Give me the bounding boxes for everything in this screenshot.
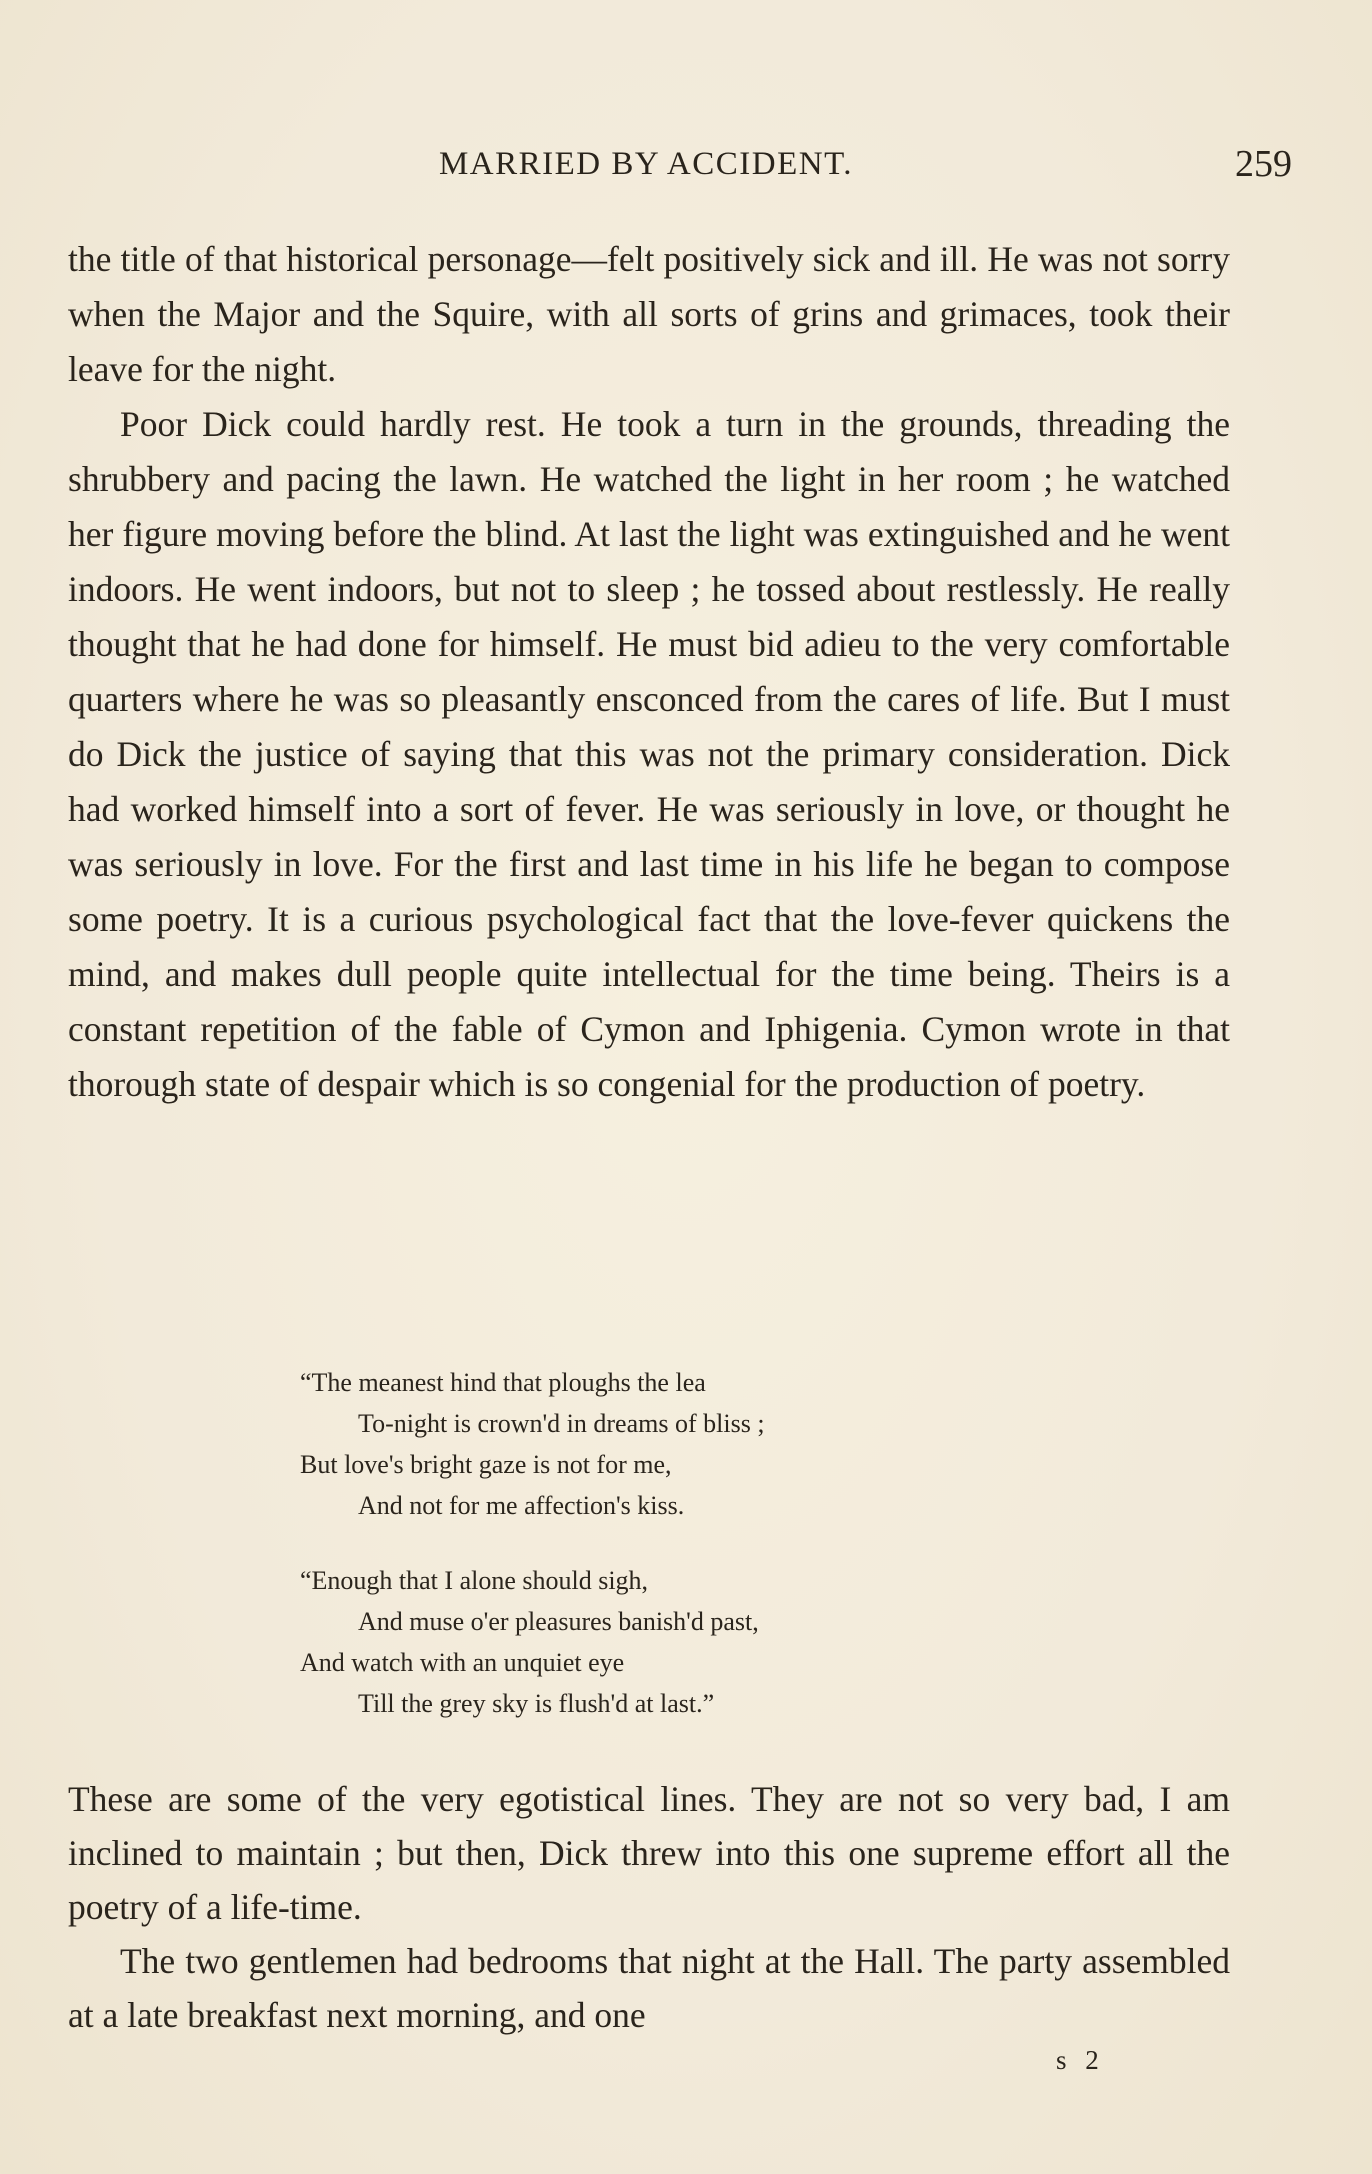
poem-line: “Enough that I alone should sigh, xyxy=(300,1566,649,1595)
text-block-bottom xyxy=(68,1772,1230,2042)
text-block-top xyxy=(68,232,1230,1112)
poem-line: And muse o'er pleasures banish'd past, xyxy=(358,1607,759,1636)
poem-line: Till the grey sky is flush'd at last.” xyxy=(358,1689,715,1718)
paragraph: Poor Dick could hardly rest. He took a turn in the grounds, threading the shrubbery and pacing the lawn. He watched the light in her room ; he watched her figure moving before the blind. At last the light was extinguished and he went indoors. He went indoors, but not to sleep ; he tossed about restlessly. He really thought that he had done for himself. He must bid adieu to the very comfortable quarters where he was so pleasantly ensconced from the cares of life. But I must do Dick the justice of saying that this was not the primary consideration. Dick had worked himself into a sort of fever. He was seriously in love, or thought he was seriously in love. For the first and last time in his life he began to compose some poetry. It is a curious psychological fact that the love-fever quickens the mind, and makes dull people quite intellectual for the time being. Theirs is a constant repetition of the fable of Cymon and Iphigenia. Cymon wrote in that thorough state of despair which is so congenial for the production of poetry. xyxy=(68,404,1230,1104)
running-head: MARRIED BY ACCIDENT. xyxy=(438,146,854,182)
poem-line: And not for me affection's kiss. xyxy=(358,1491,685,1520)
poem-stanza-2 xyxy=(300,1560,1000,1724)
page-number: 259 xyxy=(1235,143,1292,185)
poem-line: “The meanest hind that ploughs the lea xyxy=(300,1368,706,1397)
poem-stanza-1 xyxy=(300,1362,1000,1526)
paragraph: These are some of the very egotistical lines. They are not so very bad, I am inclined to maintain ; but then, Dick threw into this one supreme effort all the poetry of a life-time. xyxy=(68,1779,1230,1927)
page-header xyxy=(60,142,1292,192)
paragraph: The two gentlemen had bedrooms that night at the Hall. The party assembled at a late breakfast next morning, and one xyxy=(68,1941,1230,2035)
poem-line: And watch with an unquiet eye xyxy=(300,1648,625,1677)
poem-line: To-night is crown'd in dreams of bliss ; xyxy=(358,1409,765,1438)
poem-line: But love's bright gaze is not for me, xyxy=(300,1450,672,1479)
signature-mark: s 2 xyxy=(1056,2045,1105,2075)
paragraph-continued: the title of that historical personage—felt positively sick and ill. He was not sorry when the Major and the Squire, with all sorts of grins and grimaces, took their leave for the night. xyxy=(68,239,1230,389)
